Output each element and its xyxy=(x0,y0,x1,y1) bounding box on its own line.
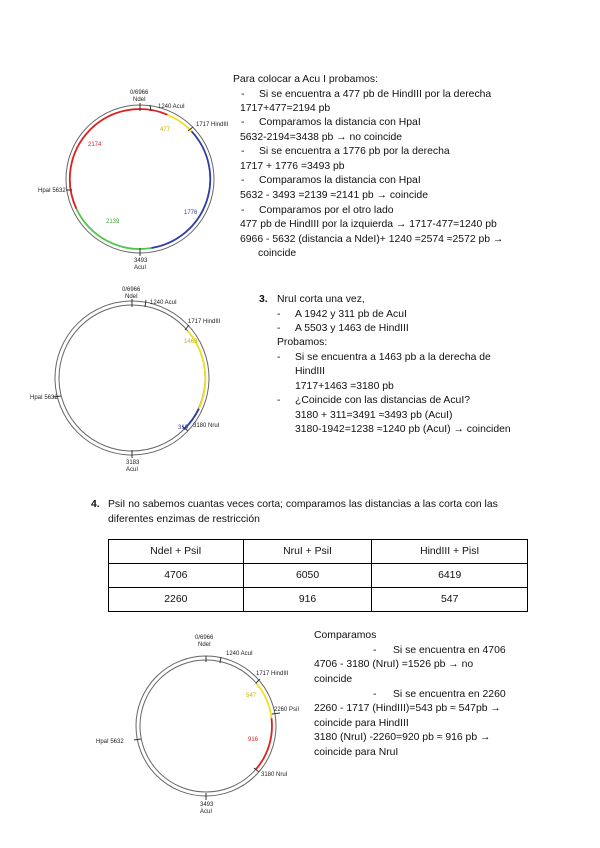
text-line: HindIII xyxy=(295,366,326,377)
plasmid-outer-ring xyxy=(66,105,214,253)
label-hindiii: 1717 HindIII xyxy=(196,122,229,128)
table-cell: 4706 xyxy=(109,564,244,588)
arc-label-red: 2174 xyxy=(88,142,102,148)
plasmid-outer-ring xyxy=(55,301,209,455)
label-acui-name: AcuI xyxy=(126,467,139,473)
arc-label-red: 916 xyxy=(248,737,259,743)
text-line: coincide para HindIII xyxy=(314,718,409,729)
plasmid-map-1 xyxy=(38,86,230,276)
table-cell: 916 xyxy=(243,588,372,612)
label-nrui: 3180 NruI xyxy=(193,423,220,429)
text-line: 2260 - 1717 (HindIII)=543 pb ≈ 547pb → xyxy=(314,703,501,714)
text-line: diferentes enzimas de restricción xyxy=(108,514,260,525)
label-origin: 0/6966 xyxy=(195,635,214,641)
table-cell: 547 xyxy=(372,588,528,612)
text-line: coincide para NruI xyxy=(314,747,399,758)
arc-blue xyxy=(151,131,210,248)
table-row xyxy=(109,564,528,588)
label-acui-name: AcuI xyxy=(200,809,213,815)
arc-red xyxy=(70,109,168,209)
psi-distance-table xyxy=(108,539,528,612)
text-line: A 5503 y 1463 de HindIII xyxy=(295,323,409,334)
table-header: NruI + PsiI xyxy=(243,540,372,564)
table-header: NdeI + PsiI xyxy=(109,540,244,564)
text-line: Comparamos xyxy=(314,630,377,641)
text-line: coincide xyxy=(314,674,353,685)
arc-label-green: 2139 xyxy=(106,219,120,225)
text-line: Para colocar a Acu I probamos: xyxy=(233,74,378,85)
text-line: 5632 - 3493 =2139 ≈2141 pb → coincide xyxy=(240,190,428,201)
text-line: 1717 + 1776 =3493 pb xyxy=(240,161,345,172)
label-psii: 2260 PsiI xyxy=(274,707,300,713)
label-acui-pos: 3493 xyxy=(134,258,148,264)
text-line: Comparamos la distancia con HpaI xyxy=(259,175,421,186)
table-row xyxy=(109,588,528,612)
bullet: - xyxy=(277,395,281,406)
text-line: A 1942 y 311 pb de AcuI xyxy=(295,309,407,320)
label-acui: 1240 AcuI xyxy=(158,104,185,110)
table-cell: 6050 xyxy=(243,564,372,588)
section-heading: NruI corta una vez, xyxy=(277,294,365,305)
label-origin: 0/6966 xyxy=(122,287,141,293)
bullet: - xyxy=(277,352,281,363)
text-line: 6966 - 5632 (distancia a NdeI)+ 1240 =2574 ≈2572 pb → xyxy=(240,234,504,245)
label-origin: 0/6966 xyxy=(130,90,149,96)
text-line: 3180 (NruI) -2260=920 pb ≈ 916 pb → xyxy=(314,732,491,743)
label-hpai: HpaI 5632 xyxy=(38,188,66,194)
text-line: Comparamos la distancia con HpaI xyxy=(259,117,421,128)
plasmid-map-3 xyxy=(96,630,306,820)
label-hindiii: 1717 HindIII xyxy=(188,319,221,325)
bullet: - xyxy=(277,309,281,320)
text-line: 4706 - 3180 (NruI) =1526 pb → no xyxy=(314,659,474,670)
text-line: Si se encuentra a 1776 pb por la derecha xyxy=(259,146,450,157)
label-acui: 1240 AcuI xyxy=(226,651,253,657)
label-acui-pos: 3493 xyxy=(200,802,214,808)
section-number: 4. xyxy=(91,499,100,510)
text-line: Si se encuentra a 1463 pb a la derecha de xyxy=(295,352,491,363)
tick-psii xyxy=(272,713,280,714)
table-header-row xyxy=(109,540,528,564)
bullet: - xyxy=(241,117,245,128)
bullet: - xyxy=(241,175,245,186)
label-ndei: NdeI xyxy=(125,294,138,300)
text-line: coincide xyxy=(258,248,297,259)
bullet: - xyxy=(241,146,245,157)
bullet: - xyxy=(373,645,377,656)
bullet: - xyxy=(241,89,245,100)
arc-red xyxy=(256,718,272,769)
text-line: Si se encuentra a 477 pb de HindIII por la derecha xyxy=(259,89,492,100)
arc-yellow xyxy=(257,684,272,719)
table-header: HindIII + PisI xyxy=(372,540,528,564)
text-line: 5632-2194=3438 pb → no coincide xyxy=(240,132,403,143)
text-line: Si se encuentra en 4706 xyxy=(393,645,506,656)
text-line: 1717+477=2194 pb xyxy=(240,103,331,114)
bullet: - xyxy=(373,689,377,700)
arc-label-yellow: 547 xyxy=(246,693,257,699)
text-line: 477 pb de HindIII por la izquierda → 1717-477=1240 pb xyxy=(240,219,497,230)
label-ndei: NdeI xyxy=(133,97,146,103)
text-line: ¿Coincide con las distancias de AcuI? xyxy=(295,395,471,406)
arc-label-blue: 310 xyxy=(178,425,189,431)
plasmid-outer-ring xyxy=(136,656,276,796)
text-line: Probamos: xyxy=(277,337,328,348)
bullet: - xyxy=(277,323,281,334)
bullet: - xyxy=(241,205,245,216)
arc-label-yellow: 477 xyxy=(160,127,171,133)
arc-label-blue: 1776 xyxy=(184,210,198,216)
plasmid-inner-ring xyxy=(140,660,272,792)
text-line: Comparamos por el otro lado xyxy=(259,205,394,216)
label-hpai: HpaI 5632 xyxy=(96,739,124,745)
table-cell: 6419 xyxy=(372,564,528,588)
plasmid-map-2 xyxy=(30,283,230,475)
text-line: 3180-1942=1238 ≈1240 pb (AcuI) → coinciden xyxy=(295,424,511,435)
label-acui-name: AcuI xyxy=(134,265,147,271)
label-acui: 1240 AcuI xyxy=(150,300,177,306)
text-line: 1717+1463 =3180 pb xyxy=(295,381,394,392)
text-line: PsiI no sabemos cuantas veces corta; comparamos las distancias a las corta con las xyxy=(108,499,498,510)
label-nrui: 3180 NruI xyxy=(261,772,288,778)
label-ndei: NdeI xyxy=(198,642,211,648)
text-line: Si se encuentra en 2260 xyxy=(393,689,506,700)
label-hpai: HpaI 5632 xyxy=(30,395,58,401)
section-number: 3. xyxy=(259,294,268,305)
tick-hpai xyxy=(134,739,141,740)
table-cell: 2260 xyxy=(109,588,244,612)
label-hindiii: 1717 HindIII xyxy=(256,671,289,677)
text-line: 3180 + 311=3491 ≈3493 pb (AcuI) xyxy=(295,410,453,421)
arc-green xyxy=(76,209,151,249)
label-acui-pos: 3183 xyxy=(126,460,140,466)
arc-label-yellow: 1463 xyxy=(184,339,198,345)
